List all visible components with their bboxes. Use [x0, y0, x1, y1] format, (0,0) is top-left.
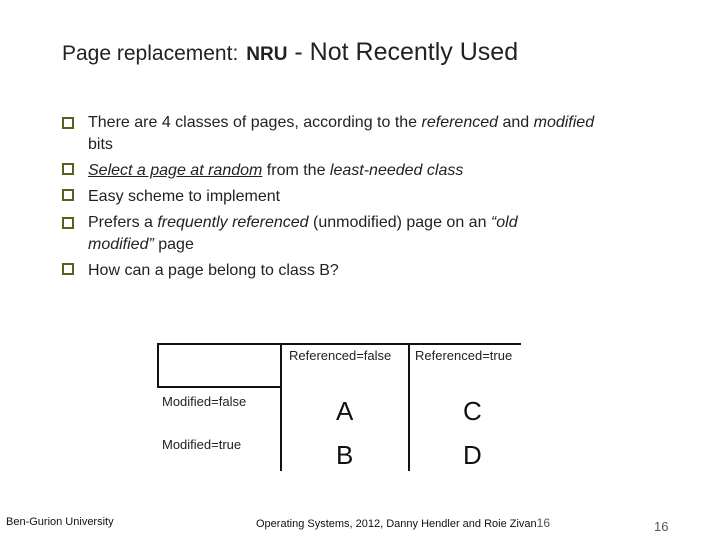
bullet-item — [62, 112, 672, 156]
checkbox-bullet-icon — [62, 163, 74, 175]
bullet-continuation — [88, 234, 672, 256]
bullet-text: There are 4 classes of pages, according to the — [88, 114, 422, 131]
table-divider-1 — [280, 343, 282, 471]
bullet-text: frequently referenced — [157, 214, 309, 231]
row-header-modified-false: Modified=false — [162, 394, 247, 409]
footer-university: Ben-Gurion University — [6, 516, 114, 528]
page-number: 16 — [654, 519, 669, 534]
title-acronym: NRU — [246, 44, 288, 65]
checkbox-bullet-icon — [62, 117, 74, 129]
row-header-modified-true: Modified=true — [162, 437, 242, 452]
bullet-text: modified” — [88, 236, 154, 253]
footer-course-text: Operating Systems, 2012, Danny Hendler and Roie Zivan — [256, 518, 537, 530]
footer-slide-number: 16 — [536, 516, 551, 530]
bullet-text: from the — [262, 162, 330, 179]
bullet-continuation: bits — [88, 136, 113, 153]
bullet-text: referenced — [421, 114, 499, 131]
bullet-text: modified — [533, 114, 595, 131]
slide-title — [62, 38, 518, 67]
table-header-corner-bottom — [157, 386, 281, 388]
bullet-text: page — [153, 236, 194, 253]
table-divider-2 — [408, 343, 410, 471]
bullet-text: Prefers a — [88, 214, 158, 231]
bullet-list — [62, 110, 672, 284]
title-suffix: - Not Recently Used — [287, 38, 519, 66]
bullet-text: Easy scheme to implement — [88, 188, 281, 205]
table-left-border — [157, 343, 159, 387]
bullet-text: “old — [490, 214, 518, 231]
bullet-item — [62, 158, 672, 184]
class-b: B — [336, 440, 354, 470]
checkbox-bullet-icon — [62, 217, 74, 229]
bullet-item — [62, 184, 672, 210]
bullet-text: How can a page belong to class B? — [88, 262, 339, 279]
title-prefix: Page replacement: — [62, 42, 239, 65]
bullet-text: (unmodified) page on an — [308, 214, 491, 231]
class-d: D — [463, 440, 482, 470]
col-header-referenced-true: Referenced=true — [415, 348, 513, 363]
class-c: C — [463, 396, 482, 426]
bullet-item — [62, 258, 672, 284]
bullet-item — [62, 212, 672, 256]
col-header-referenced-false: Referenced=false — [289, 348, 392, 363]
class-a: A — [336, 396, 354, 426]
bullet-text: Select a page at random — [88, 162, 263, 179]
bullet-text: and — [498, 114, 534, 131]
table-top-border — [157, 343, 521, 345]
checkbox-bullet-icon — [62, 263, 74, 275]
footer-course — [256, 516, 550, 530]
checkbox-bullet-icon — [62, 189, 74, 201]
bullet-text: least-needed class — [329, 162, 464, 179]
